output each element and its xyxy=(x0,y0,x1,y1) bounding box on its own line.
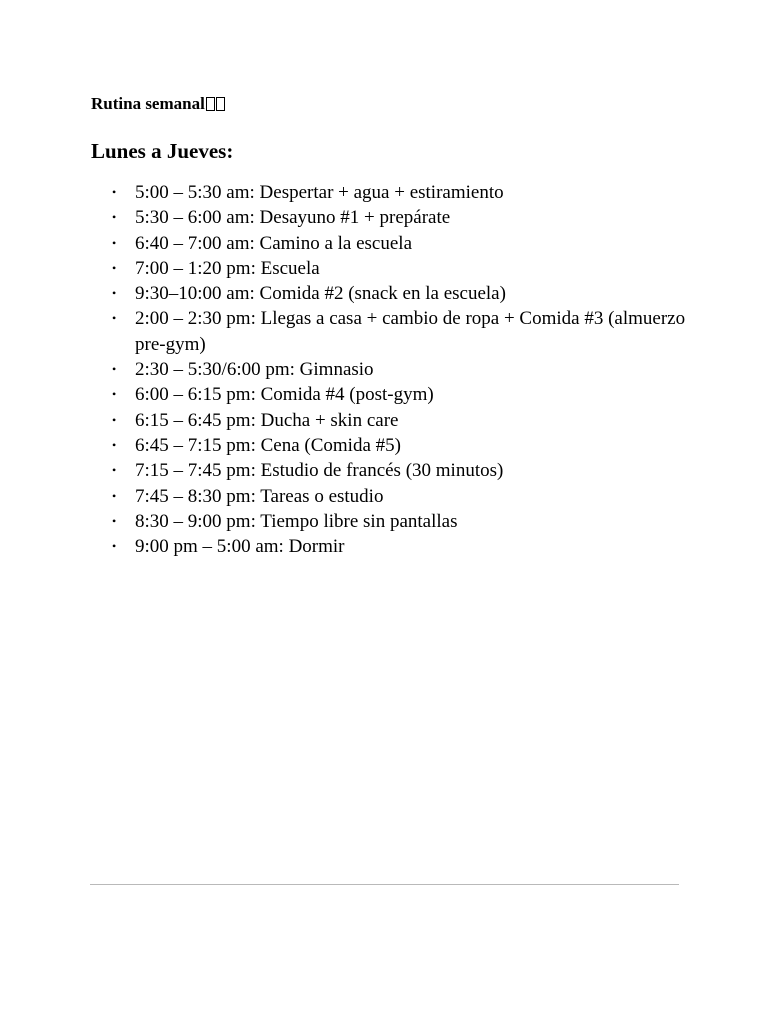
schedule-item-text: 2:30 – 5:30/6:00 pm: Gimnasio xyxy=(135,359,374,381)
bullet-icon: • xyxy=(112,463,117,478)
schedule-list xyxy=(91,180,691,559)
document-title-text: Rutina semanal xyxy=(91,94,205,113)
schedule-item xyxy=(91,408,691,433)
footer-divider xyxy=(90,884,679,885)
schedule-item-text: 5:00 – 5:30 am: Despertar + agua + estiramiento xyxy=(135,182,504,203)
bullet-icon: • xyxy=(112,387,117,402)
schedule-item-text: 7:45 – 8:30 pm: Tareas o estudio xyxy=(135,485,384,507)
schedule-item-text: 8:30 – 9:00 pm: Tiempo libre sin pantallas xyxy=(135,510,458,532)
missing-glyph-icon xyxy=(206,97,215,111)
schedule-item-text: 6:00 – 6:15 pm: Comida #4 (post-gym) xyxy=(135,384,434,406)
bullet-icon: • xyxy=(112,185,117,199)
schedule-item xyxy=(91,205,691,230)
schedule-item xyxy=(91,458,691,483)
schedule-item xyxy=(91,484,691,509)
schedule-item xyxy=(91,281,691,306)
bullet-icon: • xyxy=(112,260,117,275)
bullet-icon: • xyxy=(112,412,117,427)
bullet-icon: • xyxy=(112,235,117,250)
schedule-item-text: 5:30 – 6:00 am: Desayuno #1 + prepárate xyxy=(135,207,451,229)
schedule-item-text: 9:30–10:00 am: Comida #2 (snack en la escuela) xyxy=(135,283,506,305)
bullet-icon: • xyxy=(112,539,117,554)
schedule-item xyxy=(91,180,691,205)
schedule-item xyxy=(91,256,691,281)
schedule-item-text: 6:15 – 6:45 pm: Ducha + skin care xyxy=(135,409,399,431)
schedule-item-text: 6:40 – 7:00 am: Camino a la escuela xyxy=(135,232,413,254)
document-title xyxy=(91,93,225,115)
bullet-icon: • xyxy=(112,210,117,225)
bullet-icon: • xyxy=(112,311,117,326)
schedule-item-text: 9:00 pm – 5:00 am: Dormir xyxy=(135,536,345,558)
schedule-item-text: 7:15 – 7:45 pm: Estudio de francés (30 minutos) xyxy=(135,460,504,482)
bullet-icon: • xyxy=(112,488,117,503)
schedule-item xyxy=(91,306,691,357)
schedule-item xyxy=(91,509,691,534)
schedule-item xyxy=(91,357,691,382)
schedule-item xyxy=(91,534,691,559)
schedule-item-text: 7:00 – 1:20 pm: Escuela xyxy=(135,257,320,279)
schedule-item-text: 6:45 – 7:15 pm: Cena (Comida #5) xyxy=(135,434,401,456)
schedule-item xyxy=(91,382,691,407)
bullet-icon: • xyxy=(112,437,117,452)
schedule-item xyxy=(91,231,691,256)
schedule-item-text: 2:00 – 2:30 pm: Llegas a casa + cambio de ropa + Comida #3 (almuerzo pre-gym) xyxy=(135,308,686,355)
schedule-item xyxy=(91,433,691,458)
bullet-icon: • xyxy=(112,513,117,528)
bullet-icon: • xyxy=(112,362,117,377)
bullet-icon: • xyxy=(112,286,117,301)
missing-glyph-icon xyxy=(216,97,225,111)
section-heading: Lunes a Jueves: xyxy=(91,139,234,163)
